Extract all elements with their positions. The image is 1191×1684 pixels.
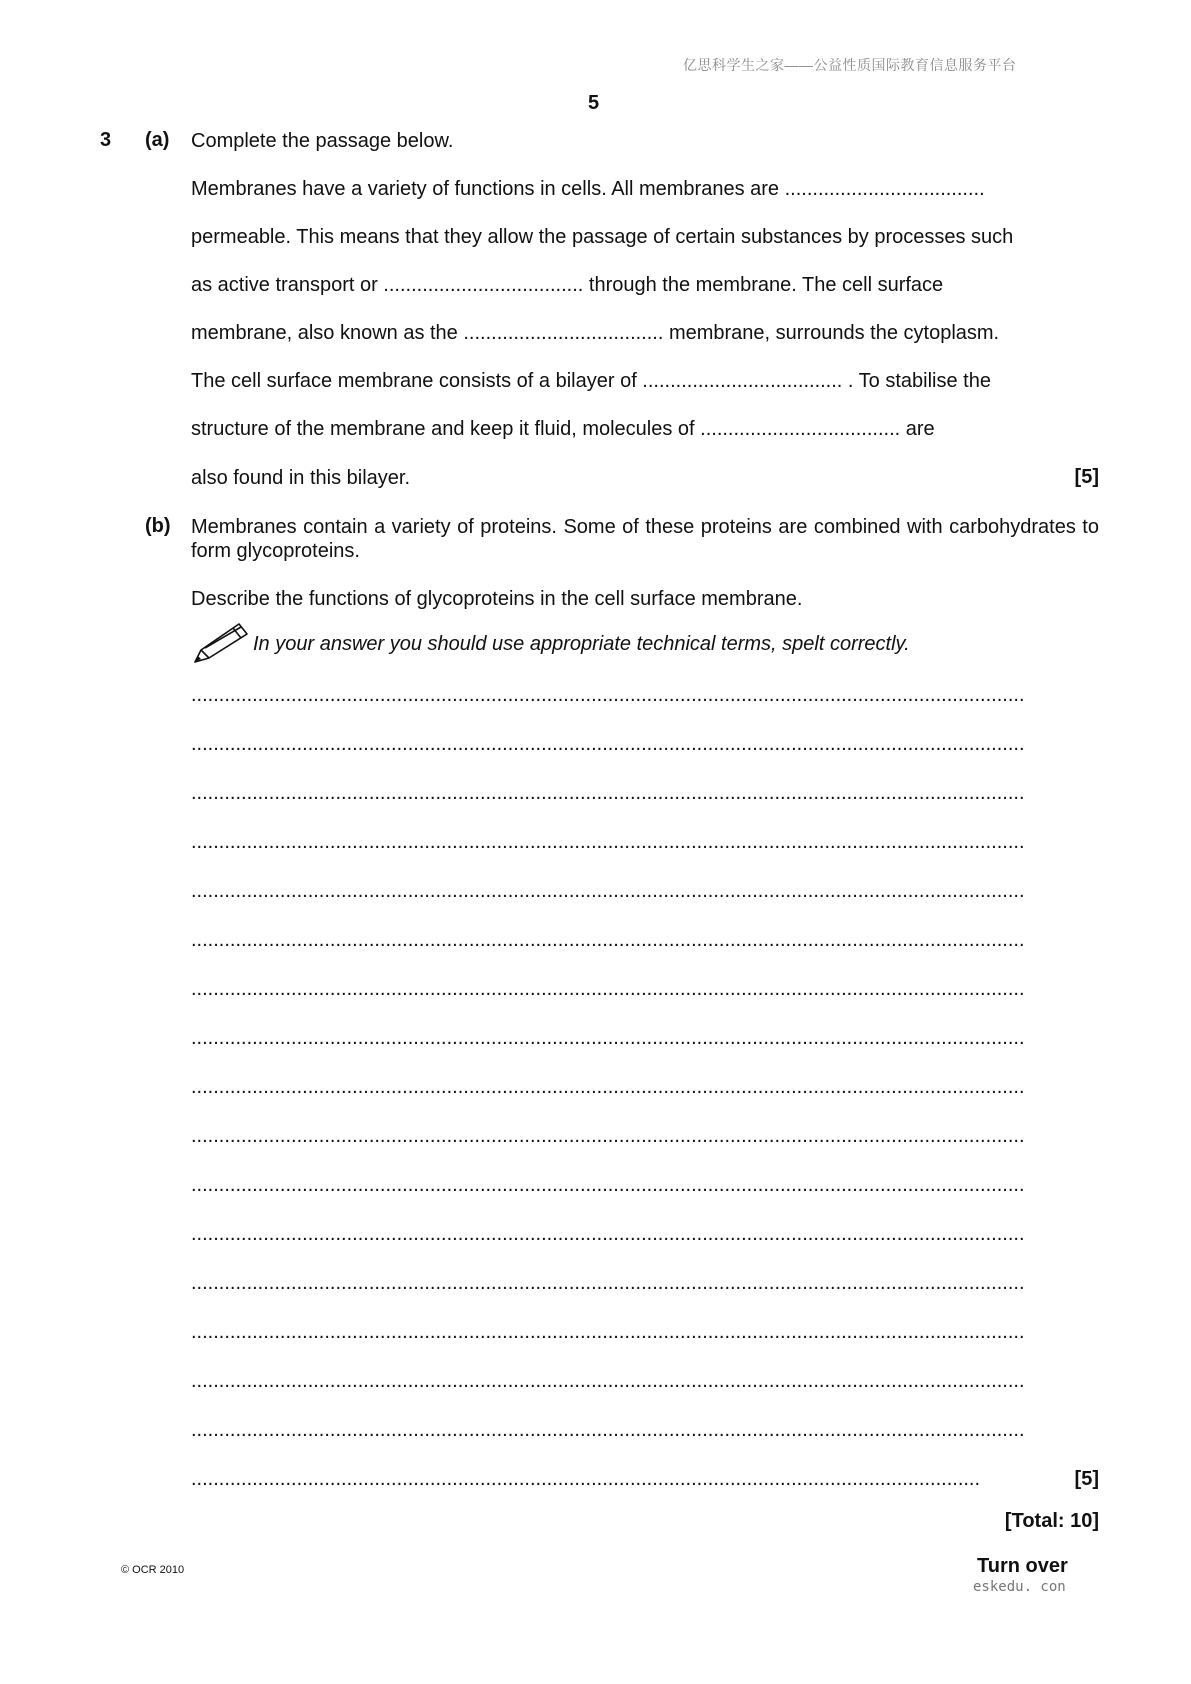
answer-line: ...................................................................................................................................................... bbox=[191, 929, 1025, 951]
part-b-intro: Membranes contain a variety of proteins. Some of these proteins are combined with carbohydrates to form glycoproteins. bbox=[191, 516, 1099, 562]
answer-line: ...................................................................................................................................................... bbox=[191, 978, 1025, 1000]
passage-line: Membranes have a variety of functions in cells. All membranes are .................................... bbox=[191, 178, 985, 200]
answer-line: ...................................................................................................................................................... bbox=[191, 880, 1025, 902]
passage-line: permeable. This means that they allow the passage of certain substances by processes such bbox=[191, 226, 1014, 248]
part-b-marks: [5] bbox=[1074, 1468, 1099, 1490]
qwc-note-text: In your answer you should use appropriate technical terms, spelt correctly bbox=[253, 633, 905, 655]
copyright: © OCR 2010 bbox=[121, 1564, 185, 1576]
page-number: 5 bbox=[588, 92, 600, 114]
part-a-label: (a) bbox=[145, 129, 170, 151]
answer-line: ...................................................................................................................................................... bbox=[191, 1272, 1025, 1294]
answer-line: ...................................................................................................................................................... bbox=[191, 1223, 1025, 1245]
question-number: 3 bbox=[100, 129, 112, 151]
part-b-instruction: Describe the functions of glycoproteins in the cell surface membrane. bbox=[191, 588, 803, 610]
answer-line: ...................................................................................................................................................... bbox=[191, 1174, 1025, 1196]
passage-line: also found in this bilayer. bbox=[191, 467, 411, 489]
answer-line: ...................................................................................................................................................... bbox=[191, 1125, 1025, 1147]
passage-line: The cell surface membrane consists of a bilayer of .................................... . To stabilise the bbox=[191, 370, 991, 392]
answer-line: ...................................................................................................................................................... bbox=[191, 1076, 1025, 1098]
passage-line: membrane, also known as the .................................... membrane, surrounds the cytoplasm. bbox=[191, 322, 1000, 344]
part-a-marks: [5] bbox=[1074, 466, 1099, 488]
answer-line: ...................................................................................................................................................... bbox=[191, 1419, 1025, 1441]
pencil-icon bbox=[191, 618, 253, 666]
answer-line: ...................................................................................................................................................... bbox=[191, 684, 1025, 706]
answer-line: ...................................................................................................................................................... bbox=[191, 733, 1025, 755]
answer-line-last: .............................................................................................................................................. bbox=[191, 1468, 981, 1490]
site-watermark: eskedu. con bbox=[973, 1579, 1066, 1595]
turn-over: Turn over bbox=[977, 1555, 1068, 1577]
answer-line: ...................................................................................................................................................... bbox=[191, 1321, 1025, 1343]
passage-line: structure of the membrane and keep it fluid, molecules of .................................... are bbox=[191, 418, 935, 440]
question-total: [Total: 10] bbox=[1004, 1510, 1099, 1532]
part-a-instruction: Complete the passage below. bbox=[191, 130, 454, 152]
answer-line: ...................................................................................................................................................... bbox=[191, 831, 1025, 853]
answer-line: ...................................................................................................................................................... bbox=[191, 1370, 1025, 1392]
passage-line: as active transport or .................................... through the membrane. The cell surface bbox=[191, 274, 944, 296]
watermark-text: 亿思科学生之家——公益性质国际教育信息服务平台 bbox=[683, 57, 1017, 73]
part-b-label: (b) bbox=[145, 515, 171, 537]
answer-line: ...................................................................................................................................................... bbox=[191, 1027, 1025, 1049]
qwc-note-period: . bbox=[904, 633, 910, 655]
answer-line: ...................................................................................................................................................... bbox=[191, 782, 1025, 804]
qwc-note bbox=[253, 633, 910, 656]
